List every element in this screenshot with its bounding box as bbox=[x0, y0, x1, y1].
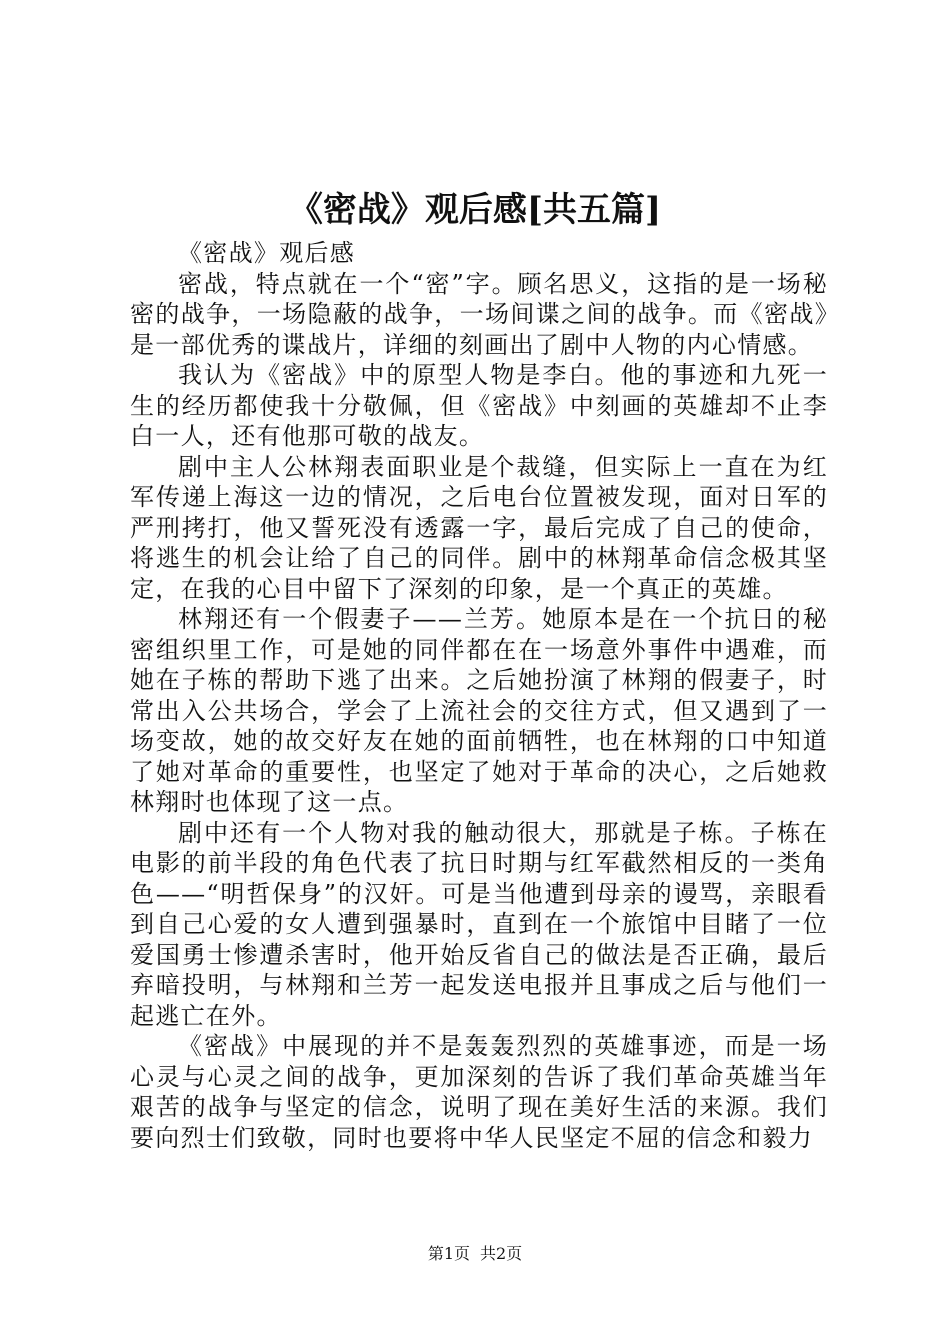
paragraph: 我认为《密战》中的原型人物是李白。他的事迹和九死一生的经历都使我十分敬佩，但《密战》中刻画的英雄却不止李白一人，还有他那可敬的战友。 bbox=[130, 361, 828, 450]
page-total: 共2页 bbox=[480, 1244, 523, 1263]
document-body bbox=[130, 238, 828, 1153]
paragraph: 剧中主人公林翔表面职业是个裁缝，但实际上一直在为红军传递上海这一边的情况，之后电台位置被发现，面对日军的严刑拷打，他又誓死没有透露一字，最后完成了自己的使命，将逃生的机会让给了自己的同伴。剧中的林翔革命信念极其坚定，在我的心目中留下了深刻的印象，是一个真正的英雄。 bbox=[130, 452, 828, 603]
page-footer bbox=[0, 1244, 950, 1264]
paragraph: 密战，特点就在一个“密”字。顾名思义，这指的是一场秘密的战争，一场隐蔽的战争，一场间谍之间的战争。而《密战》是一部优秀的谍战片，详细的刻画出了剧中人物的内心情感。 bbox=[130, 269, 828, 359]
page-number: 第1页 bbox=[427, 1244, 470, 1263]
paragraph: 《密战》中展现的并不是轰轰烈烈的英雄事迹，而是一场心灵与心灵之间的战争，更加深刻的告诉了我们革命英雄当年艰苦的战争与坚定的信念，说明了现在美好生活的来源。我们要向烈士们致敬，同时也要将中华人民坚定不屈的信念和毅力 bbox=[130, 1032, 828, 1152]
paragraph: 林翔还有一个假妻子——兰芳。她原本是在一个抗日的秘密组织里工作，可是她的同伴都在在一场意外事件中遇难，而她在子栋的帮助下逃了出来。之后她扮演了林翔的假妻子，时常出入公共场合，学会了上流社会的交往方式，但又遇到了一场变故，她的故交好友在她的面前牺牲，也在林翔的口中知道了她对革命的重要性，也坚定了她对于革命的决心，之后她救林翔时也体现了这一点。 bbox=[130, 605, 828, 816]
paragraph: 剧中还有一个人物对我的触动很大，那就是子栋。子栋在电影的前半段的角色代表了抗日时期与红军截然相反的一类角色——“明哲保身”的汉奸。可是当他遭到母亲的谩骂，亲眼看到自己心爱的女人遭到强暴时，直到在一个旅馆中目睹了一位爱国勇士惨遭杀害时，他开始反省自己的做法是否正确，最后弃暗投明，与林翔和兰芳一起发送电报并且事成之后与他们一起逃亡在外。 bbox=[130, 818, 828, 1030]
document-title: 《密战》观后感[共五篇] bbox=[288, 190, 662, 230]
document-subtitle: 《密战》观后感 bbox=[178, 239, 356, 267]
